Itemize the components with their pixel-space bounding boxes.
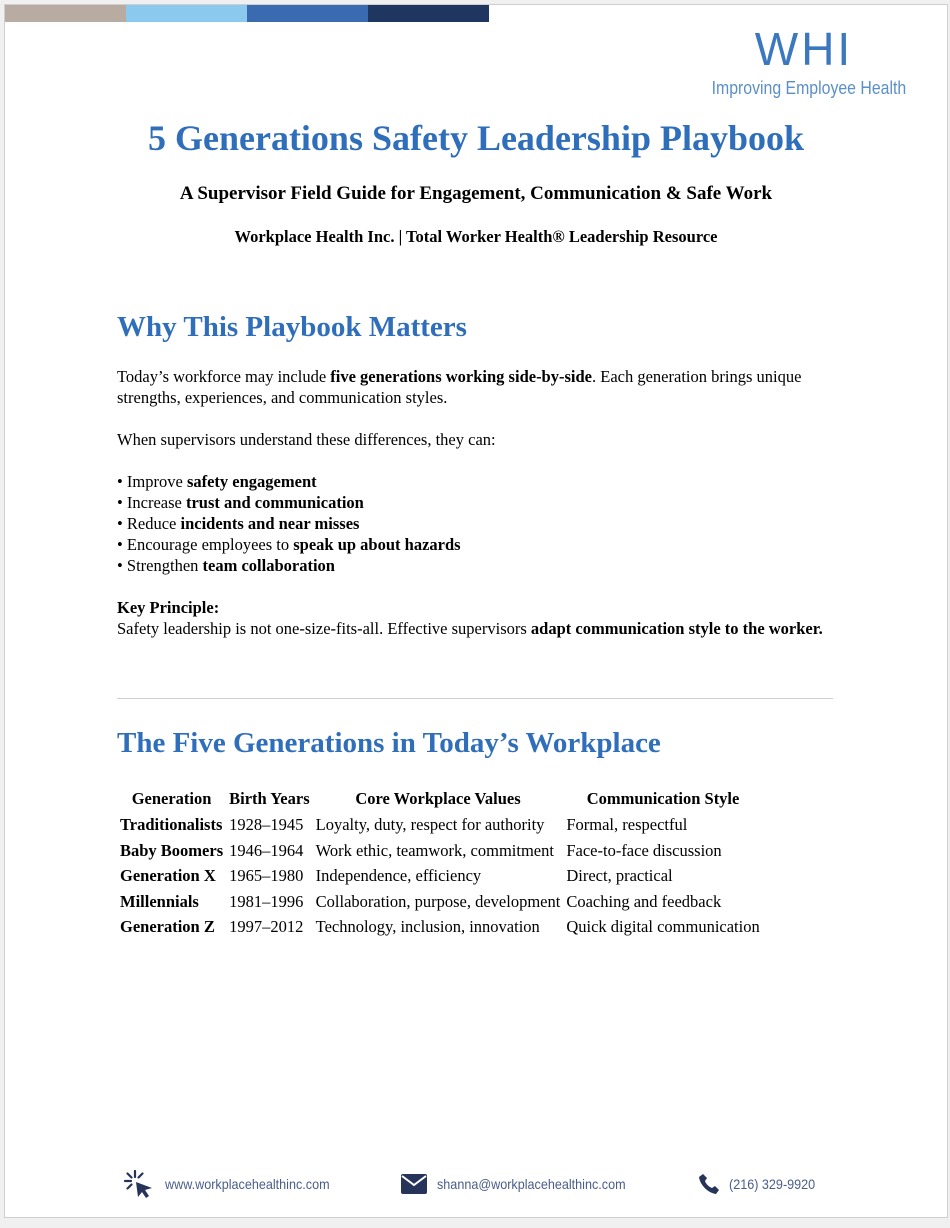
bullet-item: [117, 471, 837, 492]
generation-cell: Generation Z: [120, 917, 215, 936]
section-heading-why: Why This Playbook Matters: [117, 311, 467, 343]
bullet-item: [117, 534, 837, 555]
company-logo: [699, 25, 909, 99]
intro-paragraph: [117, 366, 837, 408]
organization-line: Workplace Health Inc. | Total Worker Health® Leadership Resource: [234, 227, 718, 246]
bullet-emphasis: team collaboration: [202, 556, 335, 575]
values-cell: Technology, inclusion, innovation: [315, 917, 540, 936]
email-link[interactable]: [401, 1167, 647, 1201]
website-link[interactable]: [123, 1167, 348, 1201]
column-header: Birth Years: [229, 789, 310, 808]
values-cell: Independence, efficiency: [315, 866, 482, 885]
key-principle-label-text: Key Principle:: [117, 598, 220, 617]
key-principle-label: [117, 597, 837, 618]
intro-emphasis: five generations working side-by-side: [330, 367, 592, 386]
column-header: Communication Style: [586, 789, 740, 808]
table-header-row: [117, 786, 763, 812]
key-principle-text: [117, 618, 837, 639]
table-row: [117, 812, 763, 838]
color-bar: [5, 5, 489, 22]
bullet-item: [117, 513, 837, 534]
table-row: [117, 889, 763, 915]
communication-cell: Face-to-face discussion: [566, 840, 722, 860]
intro-text: Today’s workforce may include: [117, 367, 331, 386]
birth-years-cell: 1981–1996: [229, 891, 304, 911]
column-header: Core Workplace Values: [355, 789, 521, 808]
color-bar-segment-4: [368, 5, 489, 22]
values-cell: Collaboration, purpose, development: [315, 891, 561, 911]
section-heading-generations: The Five Generations in Today’s Workplace: [117, 727, 661, 759]
communication-cell: Quick digital communication: [566, 917, 760, 936]
generation-cell: Traditionalists: [120, 815, 223, 834]
key-principle-emphasis: adapt communication style to the worker.: [530, 619, 823, 638]
bullet-text: • Strengthen: [117, 556, 203, 575]
bullet-text: • Improve: [117, 472, 187, 491]
birth-years-cell: 1965–1980: [229, 866, 304, 885]
logo-mark: WHI: [754, 23, 854, 75]
bullet-emphasis: speak up about hazards: [293, 535, 461, 554]
communication-cell: Formal, respectful: [566, 815, 688, 834]
email-text[interactable]: shanna@workplacehealthinc.com: [437, 1176, 626, 1192]
color-bar-segment-1: [5, 5, 126, 22]
intro-text-end: . Each generation brings unique strengths, experiences, and communication styles.: [117, 367, 802, 407]
color-bar-segment-2: [126, 5, 247, 22]
table-row: [117, 838, 763, 864]
cursor-click-icon: [123, 1169, 155, 1199]
generation-cell: Baby Boomers: [120, 840, 224, 860]
section-divider: [117, 698, 833, 699]
contact-footer: [5, 1167, 947, 1201]
color-bar-segment-3: [247, 5, 368, 22]
logo-tagline: Improving Employee Health: [711, 78, 907, 98]
document-title: 5 Generations Safety Leadership Playbook: [147, 118, 804, 158]
birth-years-cell: 1997–2012: [229, 917, 304, 936]
bullet-item: [117, 492, 837, 513]
communication-cell: Coaching and feedback: [566, 891, 722, 911]
bullet-text: • Reduce: [117, 514, 181, 533]
birth-years-cell: 1928–1945: [229, 815, 304, 834]
document-subtitle: A Supervisor Field Guide for Engagement, Communication & Safe Work: [179, 183, 773, 204]
communication-cell: Direct, practical: [566, 866, 673, 885]
column-header: Generation: [131, 789, 212, 808]
table-row: [117, 914, 763, 940]
generation-cell: Millennials: [120, 891, 199, 911]
envelope-icon: [401, 1174, 427, 1194]
document-page: [4, 4, 948, 1218]
bullet-text: • Increase: [117, 493, 186, 512]
bullet-emphasis: trust and communication: [185, 493, 364, 512]
birth-years-cell: 1946–1964: [229, 840, 304, 860]
lead-in-paragraph: When supervisors understand these differences, they can:: [117, 430, 496, 449]
phone-text[interactable]: (216) 329-9920: [729, 1176, 816, 1192]
table-row: [117, 863, 763, 889]
generation-cell: Generation X: [120, 866, 216, 885]
bullet-text: • Encourage employees to: [117, 535, 294, 554]
key-principle-body: Safety leadership is not one-size-fits-all. Effective supervisors: [117, 619, 531, 638]
generations-table: [117, 786, 763, 940]
bullet-emphasis: safety engagement: [186, 472, 317, 491]
values-cell: Work ethic, teamwork, commitment: [315, 840, 554, 860]
bullet-emphasis: incidents and near misses: [180, 514, 360, 533]
bullet-item: [117, 555, 837, 576]
phone-link[interactable]: [699, 1167, 825, 1201]
website-text[interactable]: www.workplacehealthinc.com: [165, 1176, 330, 1192]
section-why-body: [117, 366, 837, 639]
values-cell: Loyalty, duty, respect for authority: [315, 815, 545, 834]
phone-icon: [699, 1173, 719, 1195]
